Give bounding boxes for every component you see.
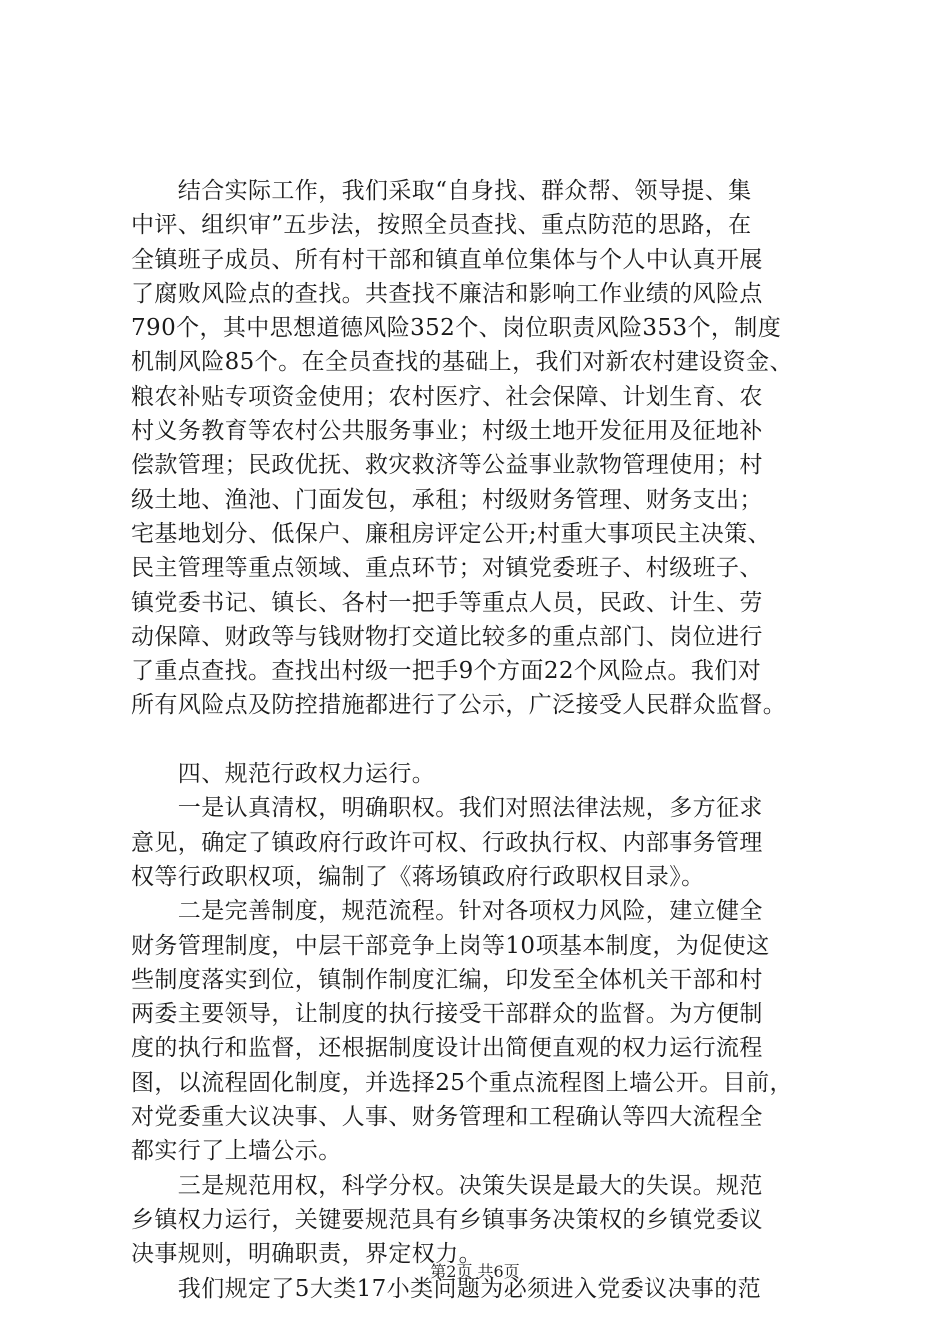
text-line: 度的执行和监督，还根据制度设计出简便直观的权力运行流程 <box>131 1035 763 1062</box>
text-line: 村义务教育等农村公共服务事业；村级土地开发征用及征地补 <box>131 418 763 445</box>
text-line: 乡镇权力运行，关键要规范具有乡镇事务决策权的乡镇党委议 <box>131 1206 763 1233</box>
text-line: 权等行政职权项，编制了《蒋场镇政府行政职权目录》。 <box>131 863 705 890</box>
text-line: 所有风险点及防控措施都进行了公示，广泛接受人民群众监督。 <box>131 692 787 719</box>
text-line: 两委主要领导，让制度的执行接受干部群众的监督。为方便制 <box>131 1001 763 1028</box>
text-line: 结合实际工作，我们采取“自身找、群众帮、领导提、集 <box>131 178 752 204</box>
text-line: 级土地、渔池、门面发包，承租；村级财务管理、财务支出； <box>131 486 763 513</box>
text-line: 790个，其中思想道德风险352个、岗位职责风险353个，制度 <box>131 315 782 342</box>
paragraph-gap <box>131 723 831 757</box>
text-line: 了腐败风险点的查找。共查找不廉洁和影响工作业绩的风险点 <box>131 280 763 307</box>
text-line: 对党委重大议决事、人事、财务管理和工程确认等四大流程全 <box>131 1104 763 1131</box>
text-line: 我们规定了5大类17小类问题为必须进入党委议决事的范 <box>131 1275 762 1302</box>
text-line: 全镇班子成员、所有村干部和镇直单位集体与个人中认真开展 <box>131 246 763 273</box>
page-footer: 第2页 共6页 <box>430 1262 520 1281</box>
text-line: 了重点查找。查找出村级一把手9个方面22个风险点。我们对 <box>131 658 762 685</box>
text-line: 宅基地划分、低保户、廉租房评定公开;村重大事项民主决策、 <box>131 520 771 547</box>
text-line: 图，以流程固化制度，并选择25个重点流程图上墙公开。目前， <box>131 1069 793 1096</box>
paragraph-risk-points <box>131 174 831 723</box>
section-power-regulation <box>131 757 831 1306</box>
text-line: 财务管理制度，中层干部竞争上岗等10项基本制度，为促使这 <box>131 932 770 959</box>
text-line: 中评、组织审”五步法，按照全员查找、重点防范的思路，在 <box>131 212 752 239</box>
text-line: 民主管理等重点领域、重点环节；对镇党委班子、村级班子、 <box>131 555 763 582</box>
text-line: 机制风险85个。在全员查找的基础上，我们对新农村建设资金、 <box>131 349 793 376</box>
document-body <box>131 174 831 1306</box>
text-line: 四、规范行政权力运行。 <box>131 761 436 788</box>
text-line: 意见，确定了镇政府行政许可权、行政执行权、内部事务管理 <box>131 829 763 856</box>
text-line: 偿款管理；民政优抚、救灾救济等公益事业款物管理使用；村 <box>131 452 763 479</box>
text-line: 动保障、财政等与钱财物打交道比较多的重点部门、岗位进行 <box>131 623 763 650</box>
text-line: 都实行了上墙公示。 <box>131 1138 342 1165</box>
text-line: 粮农补贴专项资金使用；农村医疗、社会保障、计划生育、农 <box>131 383 763 410</box>
text-line: 些制度落实到位，镇制作制度汇编，印发至全体机关干部和村 <box>131 966 763 993</box>
text-line: 二是完善制度，规范流程。针对各项权力风险，建立健全 <box>131 898 763 925</box>
text-line: 决事规则，明确职责，界定权力。 <box>131 1241 482 1268</box>
text-line: 一是认真清权，明确职权。我们对照法律法规，多方征求 <box>131 795 763 822</box>
text-line: 三是规范用权，科学分权。决策失误是最大的失误。规范 <box>131 1172 763 1199</box>
text-line: 镇党委书记、镇长、各村一把手等重点人员，民政、计生、劳 <box>131 589 763 616</box>
